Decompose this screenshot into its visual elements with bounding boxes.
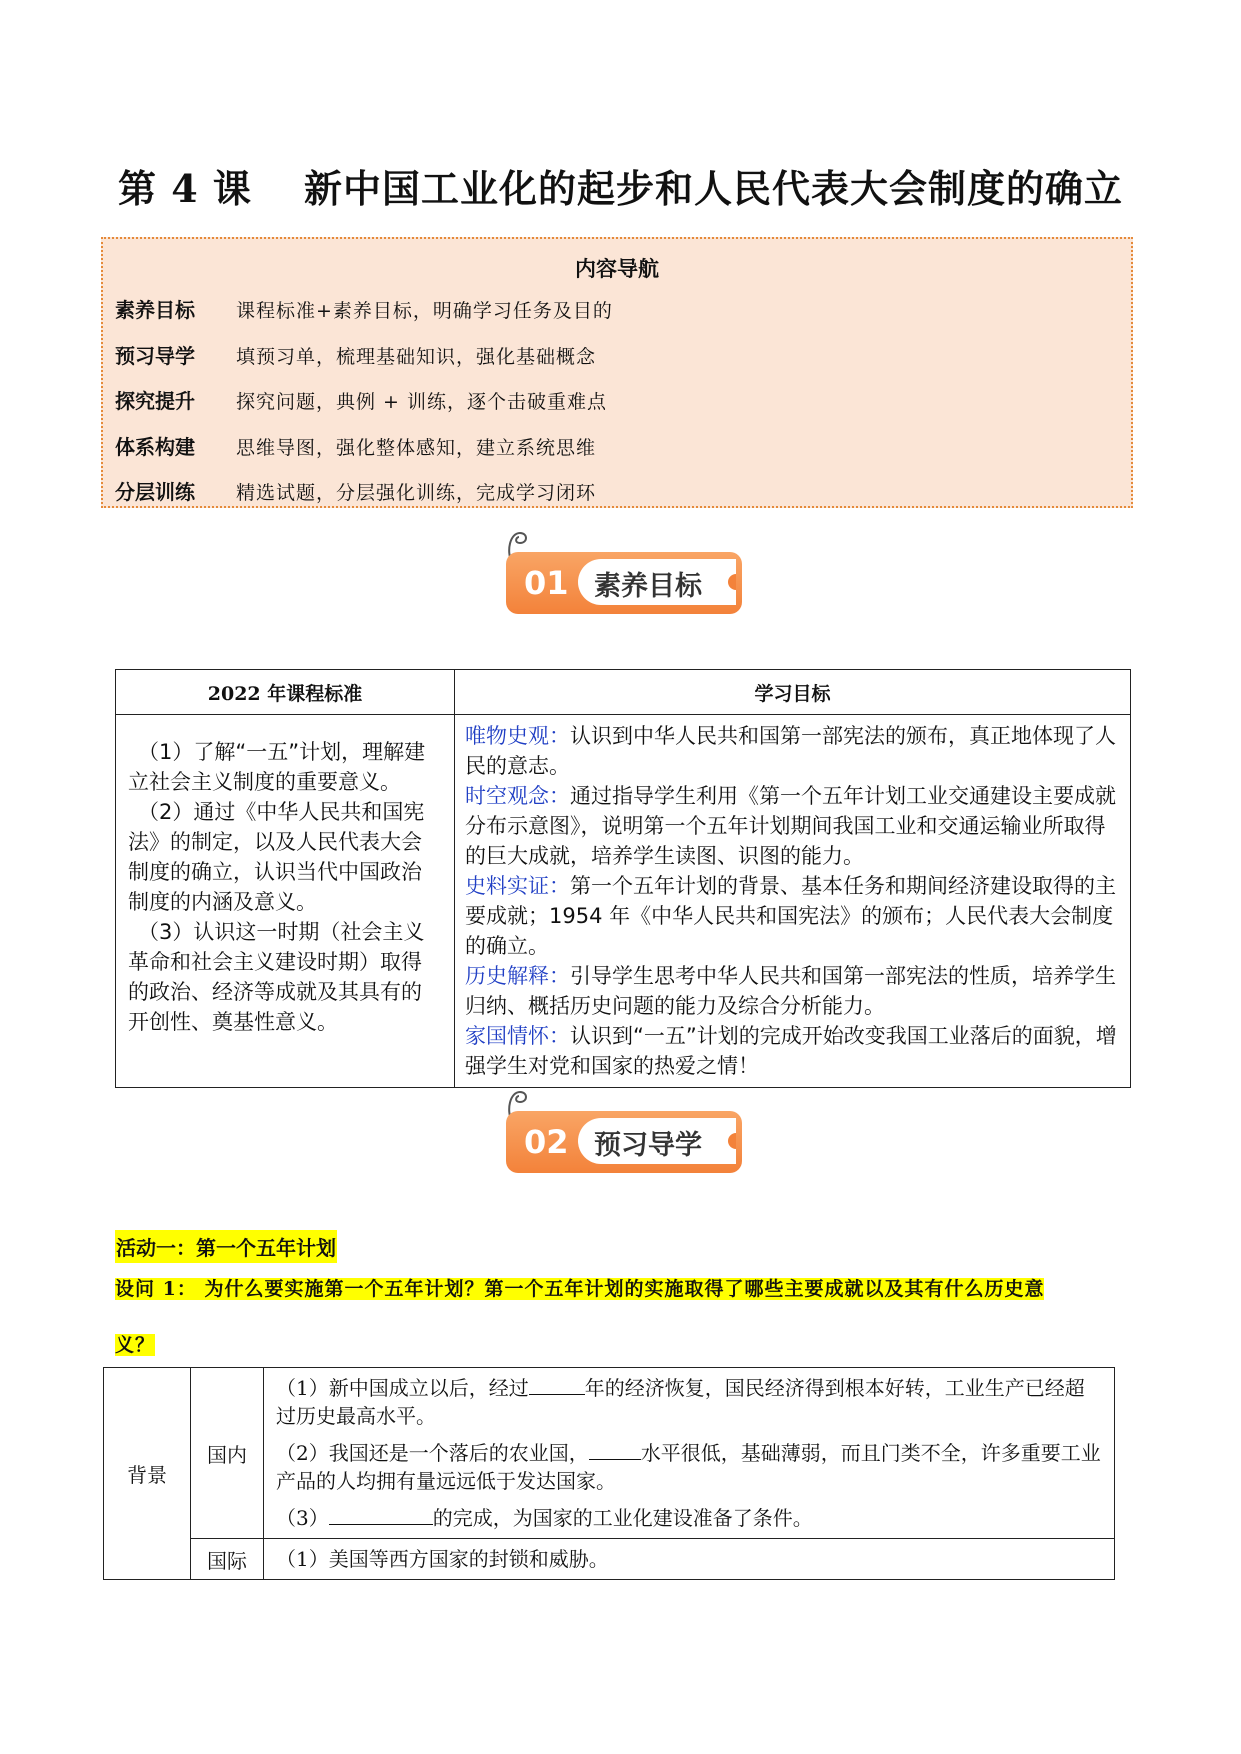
badge-number: 02: [524, 1123, 569, 1161]
international-item: （1）美国等西方国家的封锁和威胁。: [276, 1547, 609, 1571]
nav-value: 填预习单，梳理基础知识，强化基础概念: [236, 346, 597, 368]
section-badge-01: [500, 527, 750, 617]
nav-key: 分层训练: [115, 480, 195, 504]
nav-row: [115, 295, 613, 325]
international-label: 国际: [191, 1539, 264, 1580]
curriculum-table: [115, 669, 1131, 1088]
nav-row: [115, 477, 596, 507]
goal-text: 认识到中华人民共和国第一部宪法的颁布，真正地体现了人民的意志。: [465, 724, 1116, 778]
nav-row: [115, 432, 596, 462]
badge-label: 预习导学: [594, 1130, 702, 1161]
question-line-2: 义？: [115, 1334, 156, 1356]
goal-item: [465, 961, 1120, 1021]
nav-key: 素养目标: [115, 298, 195, 322]
section-badge-02: [500, 1086, 750, 1176]
goal-text: 第一个五年计划的背景、基本任务和期间经济建设取得的主要成就；1954 年《中华人民共和国宪法》的颁布；人民代表大会制度的确立。: [465, 874, 1116, 958]
nav-key: 预习导学: [115, 344, 195, 368]
goal-item: [465, 1021, 1120, 1081]
standard-item: （2）通过《中华人民共和国宪法》的制定，以及人民代表大会制度的确立，认识当代中国政治制度的内涵及意义。: [128, 800, 425, 914]
nav-value: 思维导图，强化整体感知，建立系统思维: [236, 437, 597, 459]
goal-text: 引导学生思考中华人民共和国第一部宪法的性质，培养学生归纳、概括历史问题的能力及综合分析能力。: [465, 964, 1116, 1018]
goal-text: 通过指导学生利用《第一个五年计划工业交通建设主要成就分布示意图》，说明第一个五年计划期间我国工业和交通运输业所取得的巨大成就，培养学生读图、识图的能力。: [465, 784, 1116, 868]
badge-body: [506, 552, 742, 614]
nav-key: 探究提升: [115, 389, 195, 413]
fill-blank[interactable]: [529, 1376, 585, 1395]
goal-item: [465, 781, 1120, 871]
domestic-item: （3） 的完成，为国家的工业化建设准备了条件。: [276, 1506, 813, 1530]
lesson-number: 第 4 课: [118, 166, 252, 211]
goal-item: [465, 721, 1120, 781]
background-table: [103, 1367, 1115, 1580]
standards-cell: [116, 715, 455, 1088]
goal-tag: 时空观念：: [465, 784, 570, 808]
question-line-1: 设问 1： 为什么要实施第一个五年计划？第一个五年计划的实施取得了哪些主要成就以及其有什么历史意: [115, 1278, 1045, 1300]
badge-label: 素养目标: [594, 571, 702, 602]
goal-tag: 家国情怀：: [465, 1024, 570, 1048]
goal-tag: 历史解释：: [465, 964, 570, 988]
goal-tag: 史料实证：: [465, 874, 570, 898]
background-label: 背景: [104, 1368, 191, 1580]
domestic-item: （1）新中国成立以后，经过 年的经济恢复，国民经济得到根本好转，工业生产已经超过历史最高水平。: [276, 1376, 1085, 1428]
goal-text: 认识到“一五”计划的完成开始改变我国工业落后的面貌，增强学生对党和国家的热爱之情！: [465, 1024, 1117, 1078]
badge-number: 01: [524, 564, 569, 602]
content-navigation-box: [101, 237, 1133, 508]
lesson-topic: 新中国工业化的起步和人民代表大会制度的确立: [303, 166, 1123, 211]
nav-value: 课程标准+素养目标，明确学习任务及目的: [236, 300, 613, 322]
nav-key: 体系构建: [115, 435, 195, 459]
page-title: [0, 158, 1241, 213]
domestic-item: （2）我国还是一个落后的农业国， 水平很低，基础薄弱，而且门类不全，许多重要工业产品的人均拥有量远远低于发达国家。: [276, 1441, 1101, 1493]
nav-row: [115, 386, 607, 416]
goals-cell: [455, 715, 1131, 1088]
nav-heading: 内容导航: [575, 257, 659, 281]
nav-value: 精选试题，分层强化训练，完成学习闭环: [236, 482, 597, 504]
international-content: [264, 1539, 1115, 1580]
goal-item: [465, 871, 1120, 961]
standard-item: （1）了解“一五”计划，理解建立社会主义制度的重要意义。: [128, 740, 426, 794]
nav-row: [115, 341, 596, 371]
domestic-label: 国内: [191, 1368, 264, 1539]
col-header-standard: 2022 年课程标准: [116, 670, 455, 715]
col-header-goals: 学习目标: [455, 670, 1131, 715]
goal-tag: 唯物史观：: [465, 724, 570, 748]
question-1: [115, 1276, 1137, 1356]
domestic-content: [264, 1368, 1115, 1539]
activity-title: 活动一：第一个五年计划: [115, 1230, 337, 1263]
nav-value: 探究问题，典例 + 训练，逐个击破重难点: [236, 391, 608, 413]
badge-body: [506, 1111, 742, 1173]
fill-blank[interactable]: [589, 1441, 641, 1460]
fill-blank[interactable]: [329, 1506, 433, 1525]
standard-item: （3）认识这一时期（社会主义革命和社会主义建设时期）取得的政治、经济等成就及其具有的开创性、奠基性意义。: [128, 920, 425, 1034]
